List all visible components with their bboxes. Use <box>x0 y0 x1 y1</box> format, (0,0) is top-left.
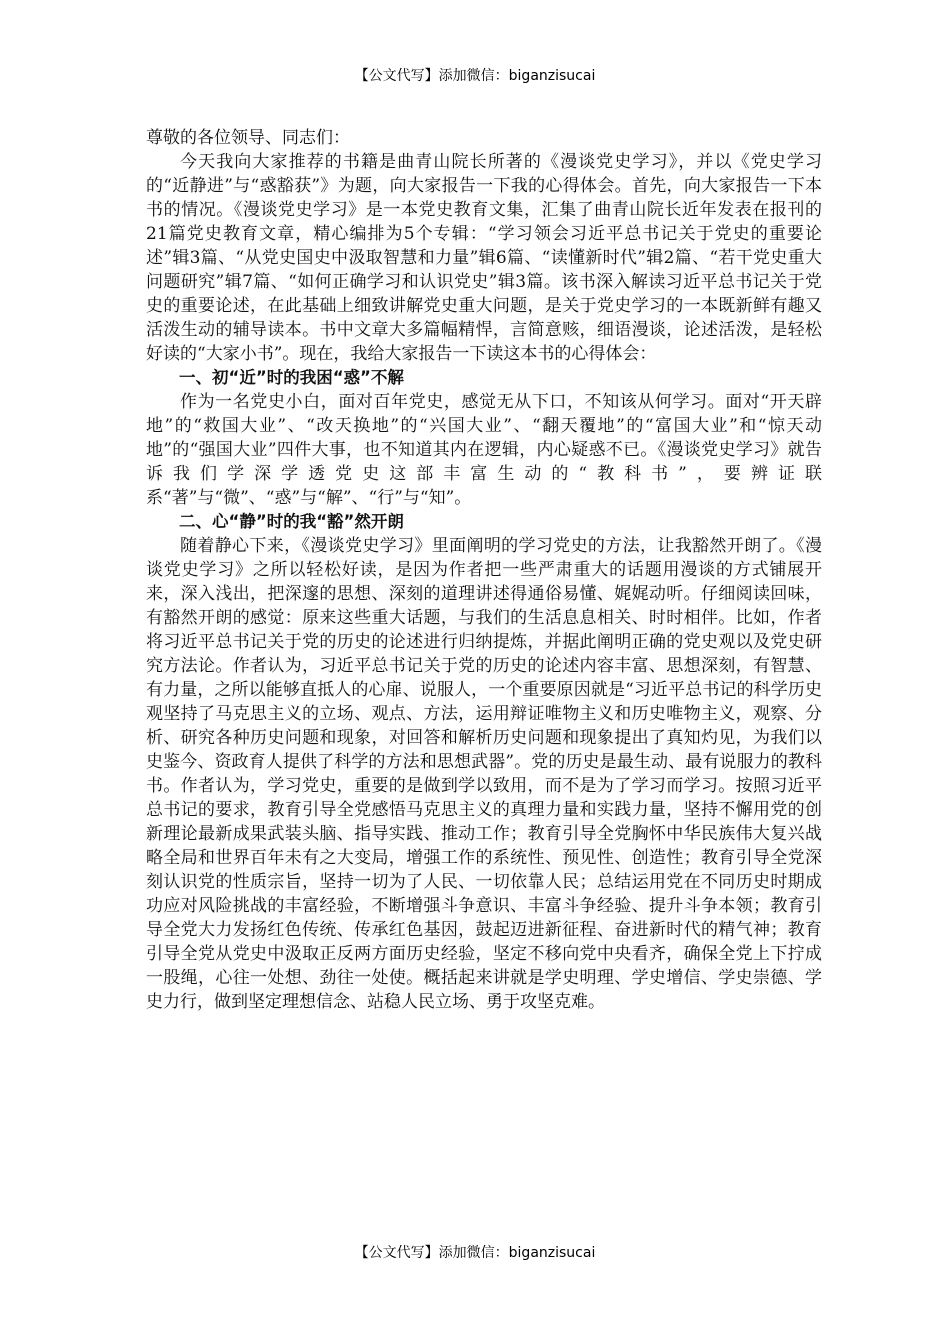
section-1-paragraph: 作为一名党史小白，面对百年党史，感觉无从下口，不知该从何学习。面对“开天辟地”的“救国大业”、“改天换地”的“兴国大业”、“翻天覆地”的“富国大业”和“惊天动地”的“强国大业”四件大事，也不知道其内在逻辑，内心疑惑不已。《漫谈党史学习》就告诉我们学深学透党史这部丰富生动的“教科书”，要辨证联系“著”与“微”、“惑”与“解”、“行”与“知”。 <box>146 392 822 508</box>
section-2-paragraph: 随着静心下来，《漫谈党史学习》里面阐明的学习党史的方法，让我豁然开朗了。《漫谈党史学习》之所以轻松好读，是因为作者把一些严肃重大的话题用漫谈的方式铺展开来，深入浅出，把深邃的思想、深刻的道理讲述得通俗易懂、娓娓动听。仔细阅读回味，有豁然开朗的感觉：原来这些重大话题，与我们的生活息息相关、时时相伴。比如，作者将习近平总书记关于党的历史的论述进行归纳提炼，并据此阐明正确的党史观以及党史研究方法论。作者认为，习近平总书记关于党的历史的论述内容丰富、思想深刻，有智慧、有力量，之所以能够直抵人的心扉、说服人，一个重要原因就是“习近平总书记的科学历史观坚持了马克思主义的立场、观点、方法，运用辩证唯物主义和历史唯物主义，观察、分析、研究各种历史问题和现象，对回答和解析历史问题和现象提出了真知灼见，为我们以史鉴今、资政育人提供了科学的方法和思想武器”。党的历史是最生动、最有说服力的教科书。作者认为，学习党史，重要的是做到学以致用，而不是为了学习而学习。按照习近平总书记的要求，教育引导全党感悟马克思主义的真理力量和实践力量，坚持不懈用党的创新理论最新成果武装头脑、指导实践、推动工作；教育引导全党胸怀中华民族伟大复兴战略全局和世界百年未有之大变局，增强工作的系统性、预见性、创造性；教育引导全党深刻认识党的性质宗旨，坚持一切为了人民、一切依靠人民；总结运用党在不同历史时期成功应对风险挑战的丰富经验，不断增强斗争意识、丰富斗争经验、提升斗争本领；教育引导全党大力发扬红色传统、传承红色基因，鼓起迈进新征程、奋进新时代的精气神；教育引导全党从党史中汲取正反两方面历史经验，坚定不移向党中央看齐，确保全党上下拧成一股绳，心往一处想、劲往一处使。概括起来讲就是学史明理、学史增信、学史崇德、学史力行，做到坚定理想信念、站稳人民立场、勇于攻坚克难。 <box>146 536 822 1012</box>
intro-paragraph: 今天我向大家推荐的书籍是曲青山院长所著的《漫谈党史学习》，并以《党史学习的“近静进”与“惑豁获”》为题，向大家报告一下我的心得体会。首先，向大家报告一下本书的情况。《漫谈党史学习》是一本党史教育文集，汇集了曲青山院长近年发表在报刊的21篇党史教育文章，精心编排为5个专辑：“学习领会习近平总书记关于党史的重要论述”辑3篇、“从党史国史中汲取智慧和力量”辑6篇、“读懂新时代”辑2篇、“若干党史重大问题研究”辑7篇、“如何正确学习和认识党史”辑3篇。该书深入解读习近平总书记关于党史的重要论述，在此基础上细致讲解党史重大问题，是关于党史学习的一本既新鲜有趣又活泼生动的辅导读本。书中文章大多篇幅精悍，言简意赅，细语漫谈，论述活泼，是轻松好读的“大家小书”。现在，我给大家报告一下读这本书的心得体会： <box>146 152 822 364</box>
section-1-heading: 一、初“近”时的我困“惑”不解 <box>179 368 404 387</box>
document-body <box>146 126 822 1014</box>
salutation: 尊敬的各位领导、同志们： <box>146 128 350 148</box>
page-header: 【公文代写】添加微信：biganzisucai <box>354 68 596 84</box>
section-2-heading: 二、心“静”时的我“豁”然开朗 <box>179 512 404 531</box>
page-footer: 【公文代写】添加微信：biganzisucai <box>354 1245 596 1261</box>
